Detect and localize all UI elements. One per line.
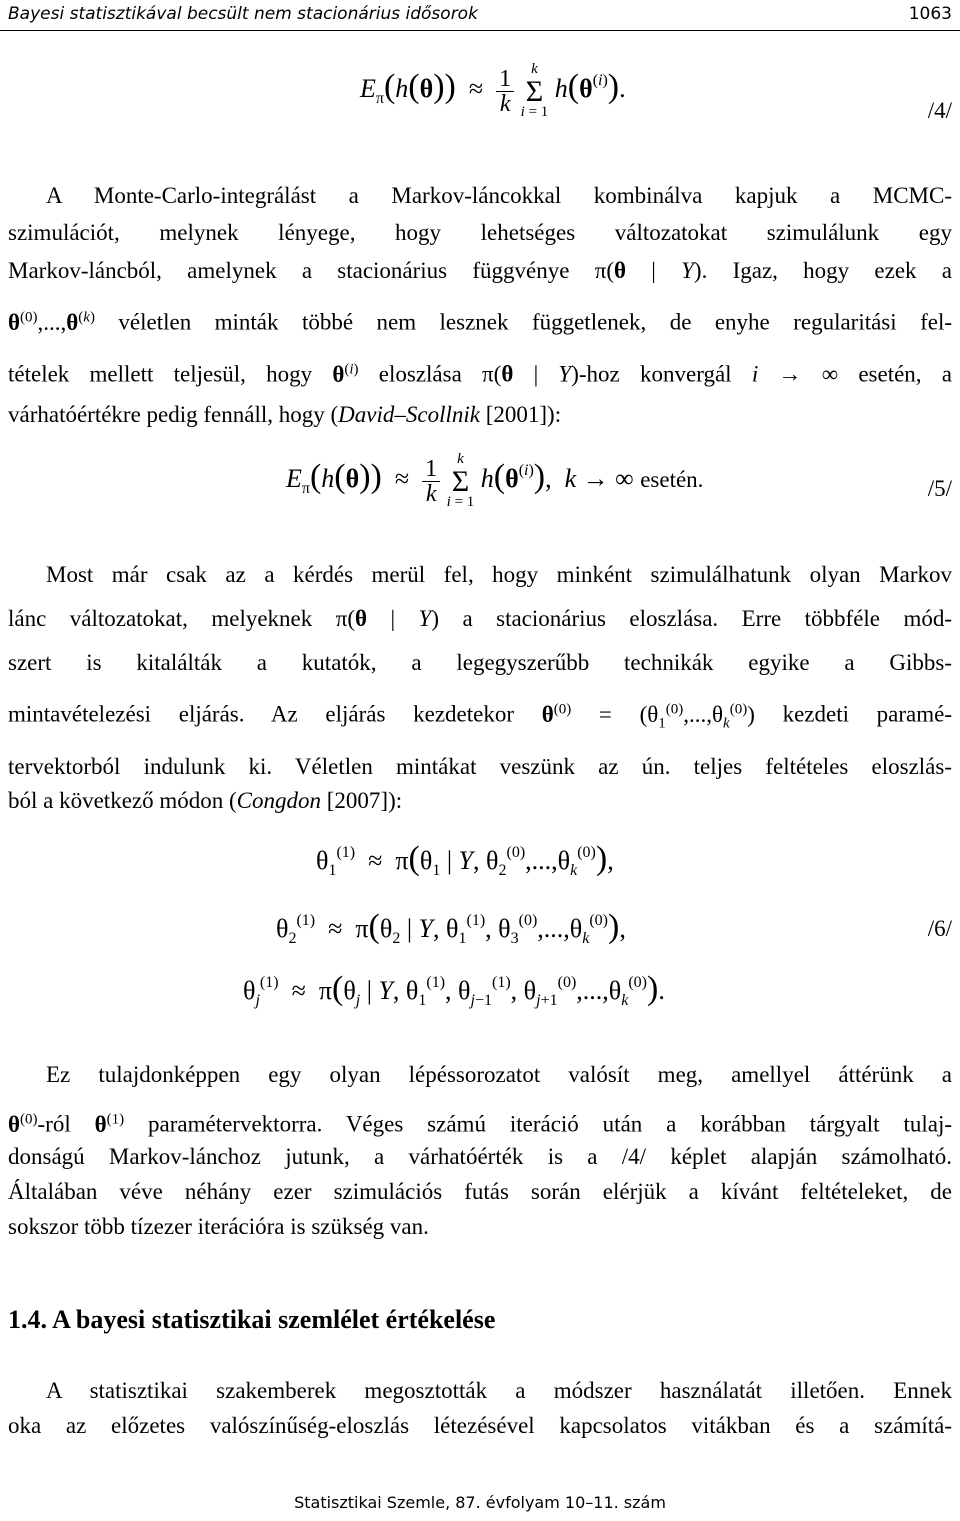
paragraph-4 (8, 1377, 952, 1440)
equation-6-line-3: $\theta_j^{(1)} \approx \pi(\theta_j$ | Y, $\theta_1^{(1)}$, $\theta_{j-1}^{(1)}$, $\theta_{j+1}^{(0)},...,\theta_k^{(0)}$). (243, 970, 665, 1009)
p1-line-5: tételek mellett teljesül, hogy $\theta^{(i)}$ eloszlása π(θ | Y)-hoz konvergál i → ∞ esetén, a (8, 361, 953, 387)
p2-l4-b: kezdeti paramé- (782, 701, 952, 727)
section-heading: 1.4. A bayesi statisztikai szemlélet értékelése (8, 1305, 496, 1334)
p2-line-6 (8, 787, 952, 815)
p4-line-2: oka az előzetes valószínűség-eloszlás létezésével kapcsolatos vitákban és a számítá- (8, 1413, 952, 1438)
p1-l5-a: tételek mellett teljesül, hogy (8, 361, 313, 387)
p1-l5-c: -hoz konvergál (578, 361, 732, 387)
equation-6-line-1: $\theta_1^{(1)} \approx \pi(\theta_1$ | Y, $\theta_2^{(0)},...,\theta_k^{(0)}$), (316, 840, 614, 879)
p1-line-1: A Monte-Carlo-integrálást a Markov-láncokkal kombinálva kapjuk a MCMC- (46, 183, 952, 208)
equation-number-4: /4/ (927, 98, 952, 123)
footer (0, 1485, 960, 1521)
citation-congdon: Congdon (236, 788, 322, 813)
p3-line-4: Általában véve néhány ezer szimulációs futás során elérjük a kívánt feltételeket, de (8, 1179, 952, 1204)
p2-l6-b: [2007]): (321, 788, 403, 813)
paragraph-2 (8, 561, 952, 815)
p2-line-3: szert is kitalálták a kutatók, a legegyszerűbb technikák egyike a Gibbs- (8, 650, 952, 675)
eq5-text: esetén. (640, 467, 704, 493)
p2-line-1: Most már csak az a kérdés merül fel, hogy minként szimulálhatunk olyan Markov (46, 562, 952, 587)
paragraph-1 (8, 182, 952, 429)
p1-l5-b: eloszlása (378, 361, 462, 387)
p1-line-4: $\theta^{(0)},...,\theta^{(k)}$ véletlen minták többé nem lesznek függetlenek, de enyhe regularitási fel- (8, 309, 953, 335)
equation-number-5: /5/ (927, 476, 952, 501)
p1-l5-d: esetén, a (858, 361, 953, 387)
p2-l4-a: mintavételezési eljárás. Az eljárás kezdetekor (8, 701, 515, 727)
citation-david-scollnik: David–Scollnik (338, 402, 480, 427)
paragraph-3 (8, 1061, 952, 1241)
equation-number-6: /6/ (927, 916, 952, 941)
p2-l2-b: a stacionárius eloszlása. Erre többféle mód- (462, 606, 953, 631)
p2-line-4: mintavételezési eljárás. Az eljárás kezdetekor $\theta^{(0)} = (\theta_1^{(0)},...,\theta_k^{(0)})$ kezdeti paramé- (8, 701, 952, 732)
p3-line-2: $\theta^{(0)}$-ról $\theta^{(1)}$ paramétervektorra. Véges számú iteráció után a korábban tárgyalt tulaj- (8, 1111, 952, 1137)
p3-l2-a: -ról (37, 1111, 71, 1137)
p3-line-5: sokszor több tízezer iterációra is szükség van. (8, 1214, 429, 1239)
p2-l6-a: ból a következő módon ( (8, 788, 237, 813)
p1-l6-b: [2001]): (479, 402, 562, 427)
p1-line-2: szimulációt, melynek lényege, hogy lehetséges változatokat szimulálunk egy (8, 220, 952, 245)
p2-l2-a: lánc változatokat, melyeknek (8, 606, 313, 631)
running-head (0, 0, 960, 31)
p1-l6-a: várhatóértékre pedig fennáll, hogy ( (8, 402, 339, 427)
running-head-title: Bayesi statisztikával becsült nem stacionárius idősorok (8, 4, 478, 24)
p3-l2-b: paramétervektorra. Véges számú iteráció után a korábban tárgyalt tulaj- (148, 1111, 952, 1137)
equation-5: $E_\pi(h(\theta))$ ≈ $\frac{1}{k}$ k Σ i = 1 $h(\theta^{(i)})$, k → ∞ esetén. (286, 451, 704, 510)
p1-line-6 (8, 401, 952, 429)
p1-l4-text: véletlen minták többé nem lesznek függetlenek, de enyhe regularitási fel- (118, 309, 953, 335)
equation-6-line-2: $\theta_2^{(1)} \approx \pi(\theta_2$ | Y, $\theta_1^{(1)}$, $\theta_3^{(0)},...,\theta_k^{(0)}$), (276, 908, 626, 947)
journal-footer: Statisztikai Szemle, 87. évfolyam 10–11. szám (294, 1493, 666, 1512)
p2-line-5: tervektorból indulunk ki. Véletlen mintákat veszünk az ún. teljes feltételes eloszlás- (8, 754, 952, 779)
p1-l3-tail: . Igaz, hogy ezek a (701, 258, 952, 283)
p1-line-3: Markov-láncból, amelynek a stacionárius függvénye π(θ | Y). Igaz, hogy ezek a (8, 258, 952, 283)
p3-line-3: donságú Markov-lánchoz jutunk, a várhatóérték is a /4/ képlet alapján számolható. (8, 1144, 952, 1169)
equation-4: $E_\pi(h(\theta))$ ≈ $\frac{1}{k}$ k Σ i = 1 $h(\theta^{(i)})$. (360, 61, 626, 120)
page-number: 1063 (908, 4, 952, 24)
p4-line-1: A statisztikai szakemberek megosztották a módszer használatát illetően. Ennek (46, 1378, 952, 1403)
p1-l3-text: Markov-láncból, amelynek a stacionárius függvénye (8, 258, 570, 283)
p2-line-2: lánc változatokat, melyeknek π(θ | Y) a stacionárius eloszlása. Erre többféle mód- (8, 606, 953, 631)
p3-line-1: Ez tulajdonképpen egy olyan lépéssorozatot valósít meg, amellyel áttérünk a (46, 1062, 952, 1087)
